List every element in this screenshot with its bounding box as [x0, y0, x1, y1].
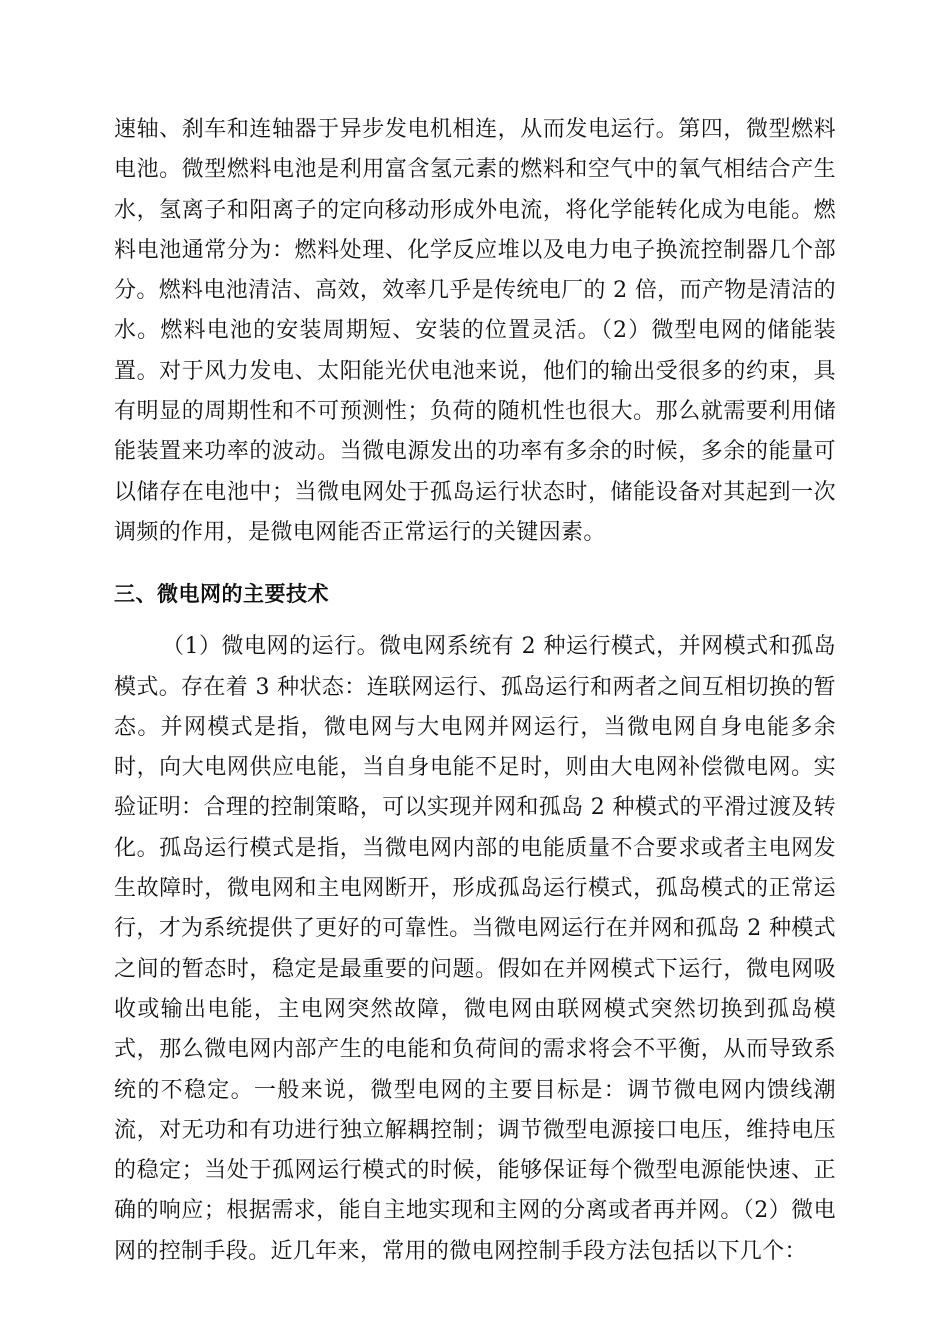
document-body: [114, 110, 836, 1272]
paragraph-microgrid-operation: （1）微电网的运行。微电网系统有 2 种运行模式，并网模式和孤岛模式。存在着 3 种状态：连联网运行、孤岛运行和两者之间互相切换的暂态。并网模式是指，微电网与大电网并网运行，当微电网自身电能多余时，向大电网供应电能，当自身电能不足时，则由大电网补偿微电网。实验证明：合理的控制策略，可以实现并网和孤岛 2 种模式的平滑过渡及转化。孤岛运行模式是指，当微电网内部的电能质量不合要求或者主电网发生故障时，微电网和主电网断开，形成孤岛运行模式，孤岛模式的正常运行，才为系统提供了更好的可靠性。当微电网运行在并网和孤岛 2 种模式之间的暂态时，稳定是最重要的问题。假如在并网模式下运行，微电网吸收或输出电能，主电网突然故障，微电网由联网模式突然切换到孤岛模式，那么微电网内部产生的电能和负荷间的需求将会不平衡，从而导致系统的不稳定。一般来说，微型电网的主要目标是：调节微电网内馈线潮流，对无功和有功进行独立解耦控制；调节微型电源接口电压，维持电压的稳定；当处于孤网运行模式的时候，能够保证每个微型电源能快速、正确的响应；根据需求，能自主地实现和主网的分离或者再并网。（2）微电网的控制手段。近几年来，常用的微电网控制手段方法包括以下几个：: [114, 634, 836, 1264]
section-heading: 三、微电网的主要技术: [114, 582, 329, 607]
paragraph-fuel-cell-storage: 速轴、刹车和连轴器于异步发电机相连，从而发电运行。第四，微型燃料电池。微型燃料电池是利用富含氢元素的燃料和空气中的氧气相结合产生水，氢离子和阳离子的定向移动形成外电流，将化学能转化成为电能。燃料电池通常分为：燃料处理、化学反应堆以及电力电子换流控制器几个部分。燃料电池清洁、高效，效率几乎是传统电厂的 2 倍，而产物是清洁的水。燃料电池的安装周期短、安装的位置灵活。（2）微型电网的储能装置。对于风力发电、太阳能光伏电池来说，他们的输出受很多的约束，具有明显的周期性和不可预测性；负荷的随机性也很大。那么就需要利用储能装置来功率的波动。当微电源发出的功率有多余的时候，多余的能量可以储存在电池中；当微电网处于孤岛运行状态时，储能设备对其起到一次调频的作用，是微电网能否正常运行的关键因素。: [114, 117, 836, 545]
